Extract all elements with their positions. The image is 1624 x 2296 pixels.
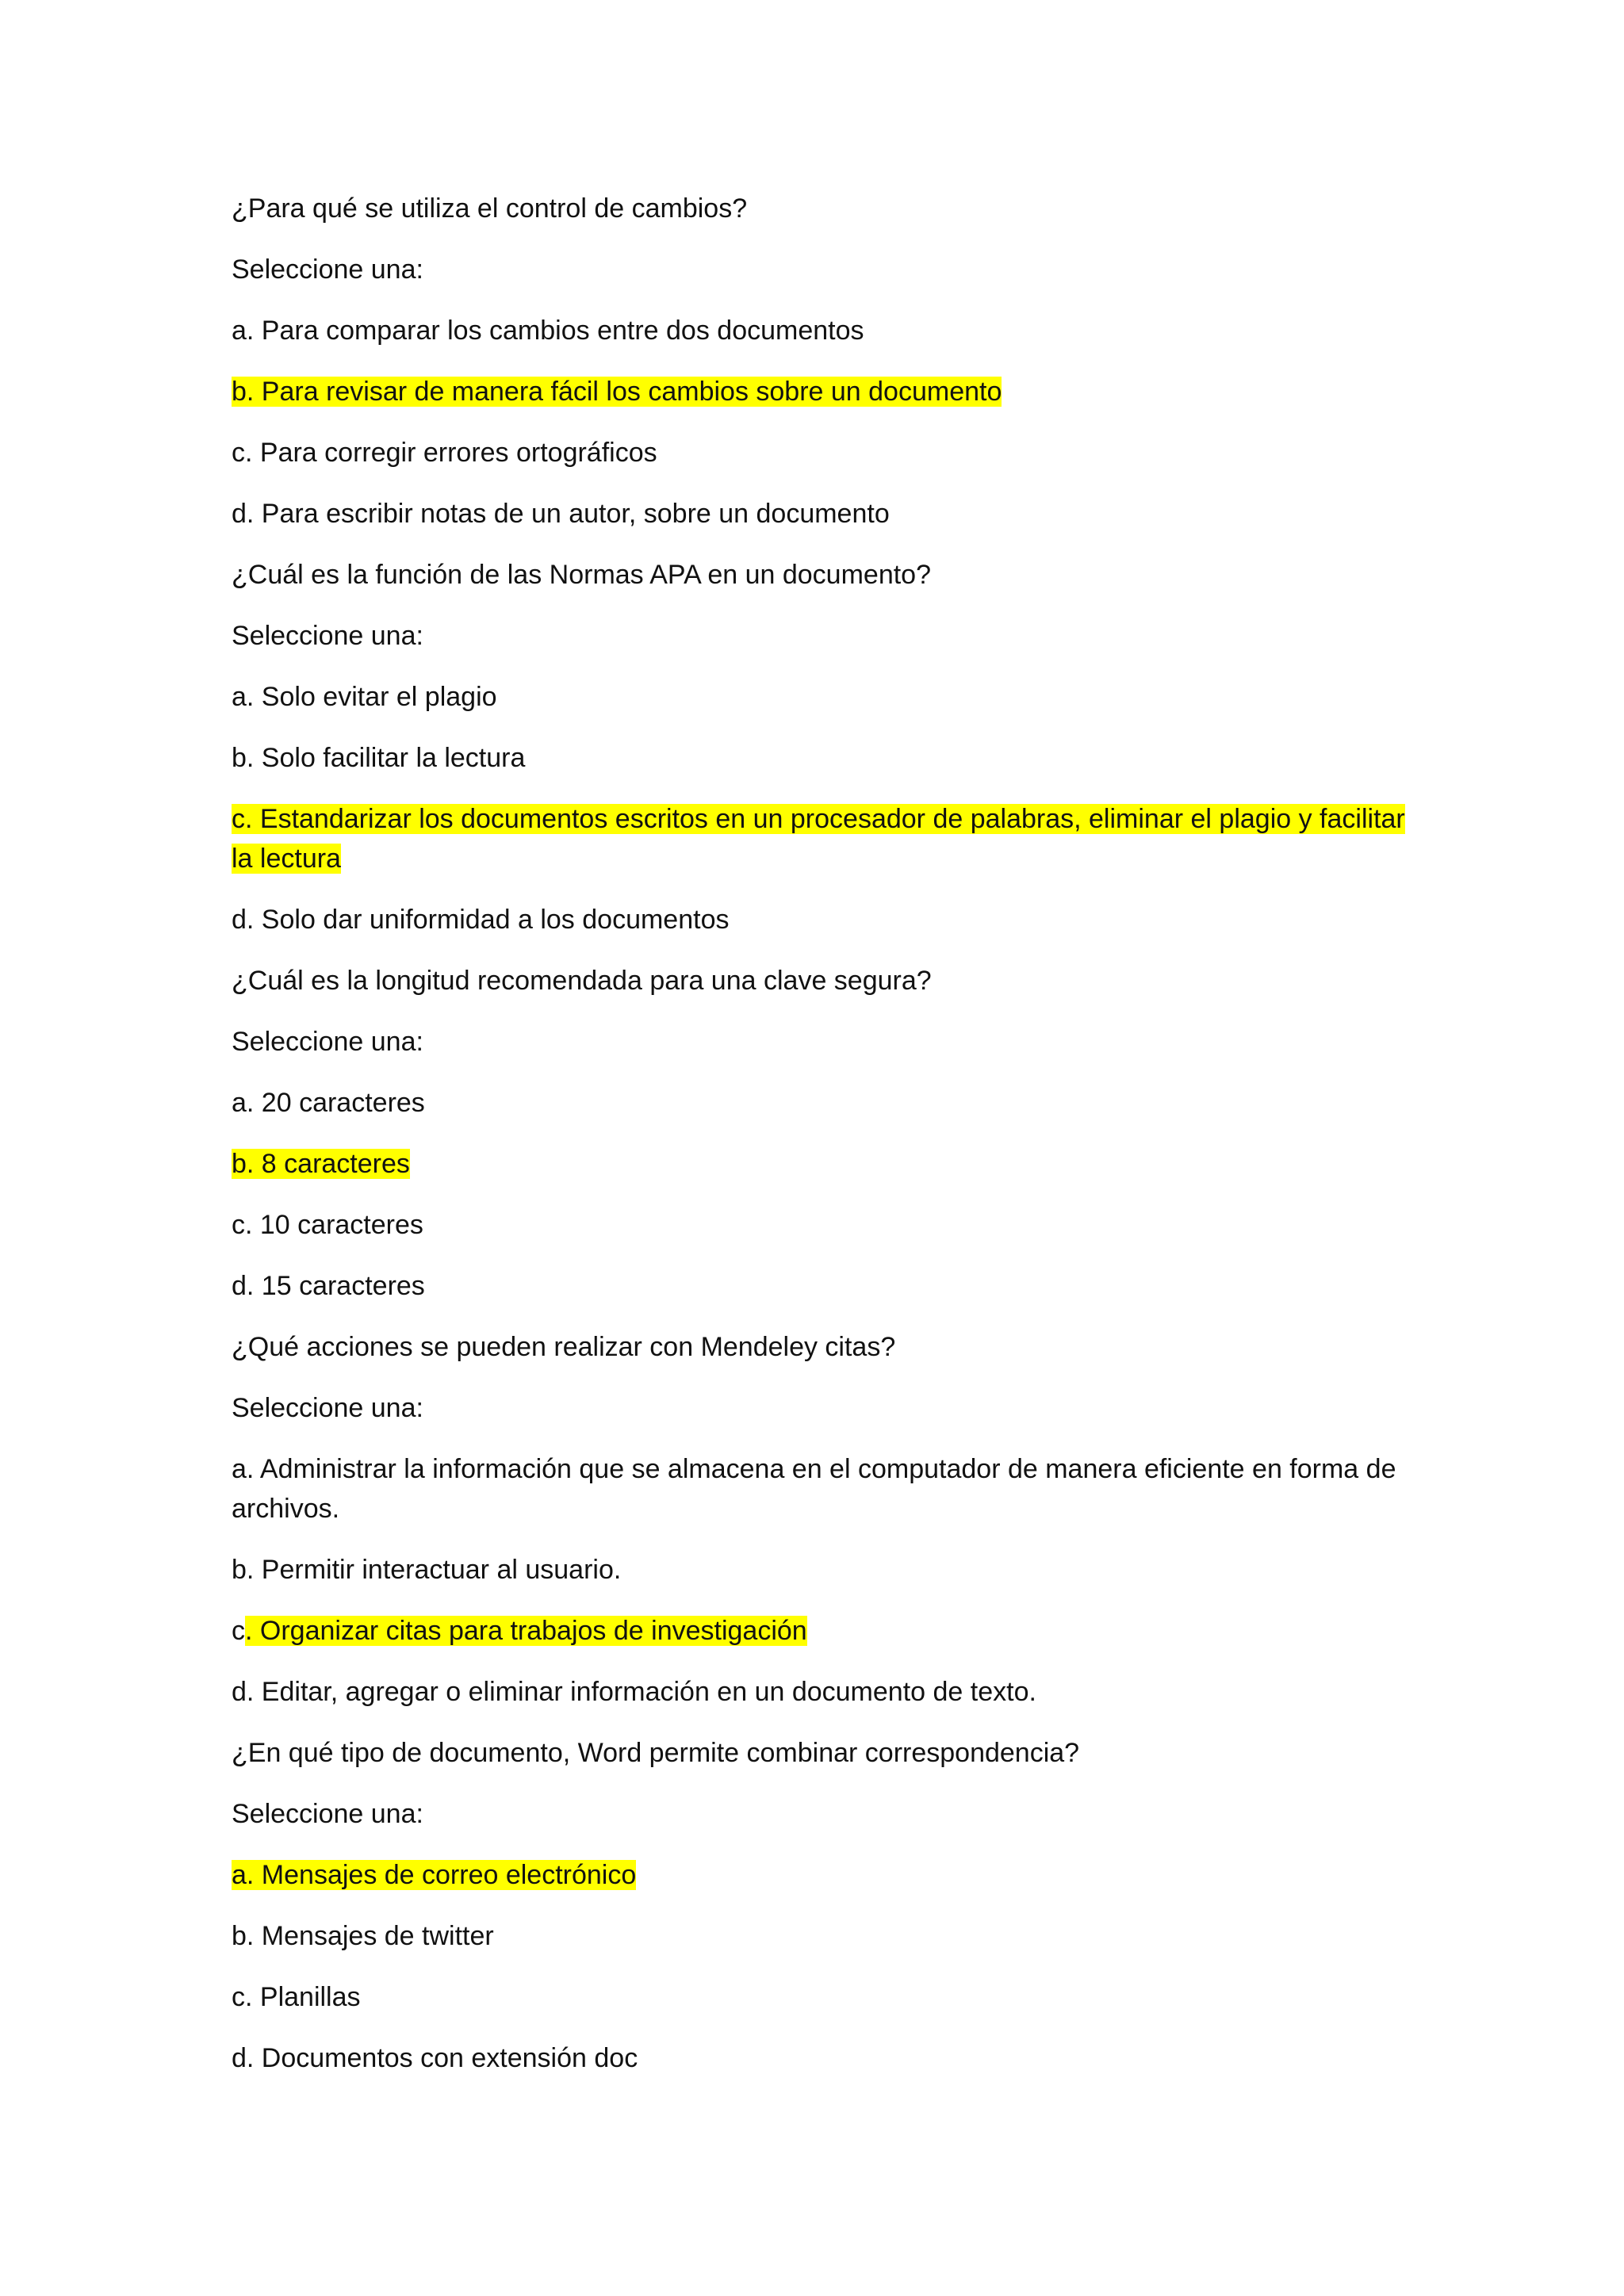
answer-option: a. Para comparar los cambios entre dos documentos (232, 316, 864, 346)
question-text: ¿Qué acciones se pueden realizar con Mendeley citas? (232, 1332, 896, 1362)
question-prompt: Seleccione una: (232, 1027, 423, 1057)
answer-option: b. Mensajes de twitter (232, 1921, 494, 1951)
highlighted-answer: c. Estandarizar los documentos escritos en un procesador de palabras, eliminar el plagio y facilitar la lectura (232, 804, 1405, 874)
highlighted-answer: . Organizar citas para trabajos de investigación (245, 1616, 807, 1646)
answer-option-highlighted (232, 1611, 1405, 1651)
answer-option-highlighted (232, 1144, 1405, 1184)
highlighted-answer: b. 8 caracteres (232, 1149, 410, 1179)
question-text: ¿En qué tipo de documento, Word permite combinar correspondencia? (232, 1738, 1080, 1768)
answer-option: b. Solo facilitar la lectura (232, 743, 526, 773)
answer-option: a. Administrar la información que se almacena en el computador de manera eficiente en forma de archivos. (232, 1454, 1396, 1524)
highlighted-answer: a. Mensajes de correo electrónico (232, 1860, 637, 1890)
answer-option: c. Para corregir errores ortográficos (232, 438, 657, 468)
answer-prefix: c (232, 1616, 245, 1646)
answer-option: d. Documentos con extensión doc (232, 2043, 638, 2073)
question-prompt: Seleccione una: (232, 621, 423, 651)
answer-option-highlighted (232, 372, 1405, 411)
document-body (232, 189, 1405, 2099)
answer-option: c. 10 caracteres (232, 1210, 423, 1240)
answer-option: d. 15 caracteres (232, 1271, 425, 1301)
answer-option-highlighted (232, 799, 1405, 878)
answer-option: b. Permitir interactuar al usuario. (232, 1555, 622, 1585)
answer-option: d. Para escribir notas de un autor, sobre un documento (232, 499, 890, 529)
question-prompt: Seleccione una: (232, 1393, 423, 1423)
answer-option: d. Solo dar uniformidad a los documentos (232, 905, 730, 935)
answer-option-highlighted (232, 1855, 1405, 1895)
answer-option: d. Editar, agregar o eliminar información en un documento de texto. (232, 1677, 1036, 1707)
question-prompt: Seleccione una: (232, 254, 423, 285)
question-text: ¿Cuál es la longitud recomendada para una clave segura? (232, 966, 932, 996)
answer-option: a. Solo evitar el plagio (232, 682, 497, 712)
answer-option: c. Planillas (232, 1982, 361, 2012)
highlighted-answer: b. Para revisar de manera fácil los cambios sobre un documento (232, 377, 1002, 407)
question-prompt: Seleccione una: (232, 1799, 423, 1829)
question-text: ¿Para qué se utiliza el control de cambios? (232, 193, 748, 224)
question-text: ¿Cuál es la función de las Normas APA en un documento? (232, 560, 931, 590)
answer-option: a. 20 caracteres (232, 1088, 425, 1118)
